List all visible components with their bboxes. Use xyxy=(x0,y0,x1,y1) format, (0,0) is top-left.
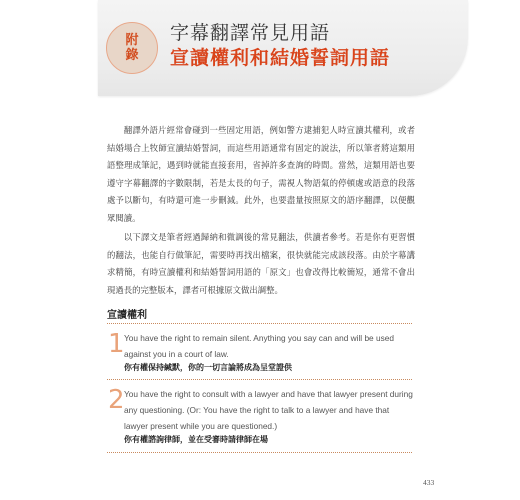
dotted-divider xyxy=(107,323,412,324)
entry-english-text: You have the right to consult with a lawyer and have that lawyer present during any questioning. (Or: You have the right to talk to a lawyer and have that lawyer present while you are questioned.) xyxy=(124,389,413,431)
entry-chinese-translation: 你有權保持緘默，你的一切言論將成為呈堂證供 xyxy=(124,363,292,372)
intro-paragraph-1: 翻譯外語片經常會碰到一些固定用語，例如警方逮捕犯人時宣讀其權利，或者結婚場合上牧師宣讀結婚誓詞，而這些用語通常有固定的說法，所以筆者將這類用語整理成筆記，遇到時就能直接套用，省掉許多查詢的時間。當然，這類用語也要遵守字幕翻譯的字數限制，若是太長的句子，需視人物語氣的停頓處或語意的段落處予以斷句，有時還可進一步刪減。此外，也要盡量按照原文的語序翻譯，以便觀眾閱讀。 xyxy=(107,125,415,223)
appendix-badge xyxy=(106,22,158,74)
intro-paragraph-2: 以下譯文是筆者經過歸納和微調後的常見翻法，供讀者參考。若是你有更習慣的翻法，也能自行做筆記，需要時再找出檔案，很快就能完成該段落。由於字幕講求精簡，有時宣讀權利和結婚誓詞用語的「原文」也會改得比較簡短，通常不會出現過長的完整版本，譯者可根據原文做出調整。 xyxy=(107,232,415,295)
dotted-divider xyxy=(107,452,412,453)
entry-number: 1 xyxy=(108,329,125,359)
section-heading: 宣讀權利 xyxy=(107,310,147,321)
chapter-title: 字幕翻譯常見用語 xyxy=(170,22,331,44)
dotted-divider xyxy=(107,379,412,380)
page-number: 433 xyxy=(423,478,435,487)
entry-number: 2 xyxy=(108,385,125,415)
badge-char-2: 錄 xyxy=(125,48,139,63)
chapter-subtitle: 宣讀權利和結婚誓詞用語 xyxy=(170,47,391,69)
entry-chinese-translation: 你有權諮詢律師，並在受審時請律師在場 xyxy=(124,435,268,444)
entry-english-text: You have the right to remain silent. Anything you say can and will be used against you in a court of law. xyxy=(124,333,394,359)
badge-char-1: 附 xyxy=(125,33,139,48)
